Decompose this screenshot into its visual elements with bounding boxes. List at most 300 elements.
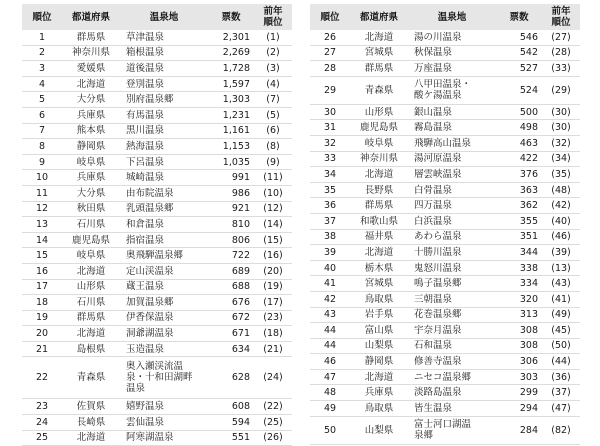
header-previous-rank-line1: 前年 xyxy=(551,6,571,17)
rank-cell: 9 xyxy=(22,154,62,170)
rank-cell: 31 xyxy=(310,120,350,136)
onsen-name-line: ニセコ温泉郷 xyxy=(414,371,472,383)
rank-cell: 24 xyxy=(22,415,62,431)
votes-cell: 986 xyxy=(208,185,254,201)
votes-cell: 688 xyxy=(208,279,254,295)
onsen-name-cell xyxy=(120,123,208,139)
votes-cell: 671 xyxy=(208,326,254,342)
rank-cell: 42 xyxy=(310,291,350,307)
previous-rank-cell: (33) xyxy=(542,61,580,77)
rank-cell: 35 xyxy=(310,182,350,198)
header-rank: 順位 xyxy=(310,4,350,30)
previous-rank-cell: (12) xyxy=(254,201,292,217)
table-row xyxy=(22,326,292,342)
onsen-name-cell xyxy=(408,45,496,61)
onsen-name-cell xyxy=(120,326,208,342)
table-row xyxy=(310,61,580,77)
onsen-name-line: 酸ケ湯温泉 xyxy=(414,90,462,102)
table-row xyxy=(310,260,580,276)
rank-cell: 30 xyxy=(310,104,350,120)
onsen-name-cell xyxy=(120,248,208,264)
onsen-name-line: 城崎温泉 xyxy=(126,172,165,184)
previous-rank-cell: (16) xyxy=(254,248,292,264)
prefecture-cell: 岐阜県 xyxy=(62,248,120,264)
header-previous-rank-line2: 順位 xyxy=(263,17,283,28)
onsen-name-line: 嬉野温泉 xyxy=(126,401,165,413)
previous-rank-cell: (24) xyxy=(254,357,292,399)
onsen-name-line: あわら温泉 xyxy=(414,231,462,243)
table-row xyxy=(22,232,292,248)
previous-rank-cell: (9) xyxy=(254,154,292,170)
onsen-name-cell xyxy=(120,232,208,248)
header-prefecture: 都道府県 xyxy=(350,4,408,30)
votes-cell: 500 xyxy=(496,104,542,120)
onsen-name-cell xyxy=(120,415,208,431)
prefecture-cell: 北海道 xyxy=(62,76,120,92)
votes-cell: 608 xyxy=(208,399,254,415)
table-row xyxy=(22,310,292,326)
onsen-name-cell xyxy=(408,213,496,229)
onsen-name-line: 玉造温泉 xyxy=(126,343,165,355)
onsen-name-line: 泉・十和田湖畔 xyxy=(126,372,193,384)
onsen-name-line: 定山渓温泉 xyxy=(126,265,174,277)
prefecture-cell: 山形県 xyxy=(350,104,408,120)
table-row xyxy=(310,354,580,370)
votes-cell: 921 xyxy=(208,201,254,217)
table-row xyxy=(22,263,292,279)
rank-cell: 46 xyxy=(310,354,350,370)
table-row xyxy=(22,45,292,61)
table-row xyxy=(22,107,292,123)
rank-cell: 27 xyxy=(310,45,350,61)
prefecture-cell: 兵庫県 xyxy=(62,107,120,123)
table-row xyxy=(310,30,580,45)
rank-cell: 19 xyxy=(22,310,62,326)
table-row xyxy=(22,30,292,45)
prefecture-cell: 鳥取県 xyxy=(350,401,408,417)
onsen-name-cell xyxy=(408,104,496,120)
prefecture-cell: 北海道 xyxy=(350,245,408,261)
rank-cell: 21 xyxy=(22,341,62,357)
previous-rank-cell: (22) xyxy=(254,399,292,415)
onsen-name-line: 湯河原温泉 xyxy=(414,153,462,165)
previous-rank-cell: (28) xyxy=(542,45,580,61)
previous-rank-cell: (20) xyxy=(254,263,292,279)
table-row xyxy=(22,415,292,431)
onsen-name-cell xyxy=(120,399,208,415)
onsen-name-line: 銀山温泉 xyxy=(414,106,453,118)
onsen-name-line: 修善寺温泉 xyxy=(414,356,462,368)
prefecture-cell: 宮城県 xyxy=(350,45,408,61)
table-row xyxy=(310,369,580,385)
onsen-name-cell xyxy=(120,170,208,186)
votes-cell: 376 xyxy=(496,167,542,183)
votes-cell: 355 xyxy=(496,213,542,229)
onsen-name-line: 淡路島温泉 xyxy=(414,387,462,399)
rank-cell: 13 xyxy=(22,217,62,233)
prefecture-cell: 山梨県 xyxy=(350,338,408,354)
previous-rank-cell: (19) xyxy=(254,279,292,295)
votes-cell: 2,269 xyxy=(208,45,254,61)
previous-rank-cell: (23) xyxy=(254,310,292,326)
onsen-name-line: 富士河口湖温 xyxy=(414,419,472,431)
votes-cell: 320 xyxy=(496,291,542,307)
onsen-name-line: 登別温泉 xyxy=(126,78,165,90)
votes-cell: 810 xyxy=(208,217,254,233)
onsen-name-cell xyxy=(408,354,496,370)
prefecture-cell: 石川県 xyxy=(62,295,120,311)
table-row xyxy=(310,229,580,245)
onsen-name-line: 万座温泉 xyxy=(414,62,453,74)
previous-rank-cell: (1) xyxy=(254,30,292,45)
previous-rank-cell: (10) xyxy=(254,185,292,201)
onsen-name-line: 黒川温泉 xyxy=(126,125,165,137)
prefecture-cell: 岩手県 xyxy=(350,307,408,323)
table-row xyxy=(310,276,580,292)
onsen-name-line: 層雲峡温泉 xyxy=(414,168,462,180)
onsen-name-cell xyxy=(408,61,496,77)
onsen-name-cell xyxy=(408,276,496,292)
onsen-name-cell xyxy=(120,341,208,357)
prefecture-cell: 栃木県 xyxy=(350,260,408,276)
prefecture-cell: 北海道 xyxy=(350,167,408,183)
onsen-name-line: 秋保温泉 xyxy=(414,47,453,59)
rank-cell: 12 xyxy=(22,201,62,217)
prefecture-cell: 神奈川県 xyxy=(62,45,120,61)
votes-cell: 338 xyxy=(496,260,542,276)
table-row xyxy=(22,217,292,233)
rank-cell: 23 xyxy=(22,399,62,415)
table-row xyxy=(310,245,580,261)
prefecture-cell: 北海道 xyxy=(350,30,408,45)
onsen-name-cell xyxy=(408,245,496,261)
prefecture-cell: 群馬県 xyxy=(62,30,120,45)
prefecture-cell: 北海道 xyxy=(350,369,408,385)
prefecture-cell: 群馬県 xyxy=(62,310,120,326)
onsen-name-line: 奥入瀬渓流温 xyxy=(126,361,184,373)
votes-cell: 689 xyxy=(208,263,254,279)
prefecture-cell: 兵庫県 xyxy=(62,170,120,186)
onsen-name-line: 洞爺湖温泉 xyxy=(126,328,174,340)
previous-rank-cell: (49) xyxy=(542,307,580,323)
votes-cell: 294 xyxy=(496,401,542,417)
prefecture-cell: 石川県 xyxy=(62,217,120,233)
prefecture-cell: 愛媛県 xyxy=(62,61,120,77)
votes-cell: 1,728 xyxy=(208,61,254,77)
rank-cell: 18 xyxy=(22,295,62,311)
rank-cell: 44 xyxy=(310,338,350,354)
table-row xyxy=(310,401,580,417)
onsen-name-line: 道後温泉 xyxy=(126,62,165,74)
previous-rank-cell: (13) xyxy=(542,260,580,276)
table-row xyxy=(310,307,580,323)
rank-cell: 2 xyxy=(22,45,62,61)
table-header-row xyxy=(22,4,292,30)
votes-cell: 551 xyxy=(208,430,254,446)
onsen-name-line: 指宿温泉 xyxy=(126,234,165,246)
table-row xyxy=(310,338,580,354)
previous-rank-cell: (25) xyxy=(254,415,292,431)
prefecture-cell: 青森県 xyxy=(62,357,120,399)
previous-rank-cell: (48) xyxy=(542,182,580,198)
onsen-name-cell xyxy=(408,369,496,385)
prefecture-cell: 富山県 xyxy=(350,323,408,339)
rank-cell: 34 xyxy=(310,167,350,183)
onsen-name-line: 有馬温泉 xyxy=(126,109,165,121)
votes-cell: 1,035 xyxy=(208,154,254,170)
table-row xyxy=(22,185,292,201)
previous-rank-cell: (15) xyxy=(254,232,292,248)
onsen-name-cell xyxy=(120,92,208,108)
header-votes: 票数 xyxy=(208,4,254,30)
previous-rank-cell: (41) xyxy=(542,291,580,307)
onsen-name-cell xyxy=(408,229,496,245)
votes-cell: 308 xyxy=(496,338,542,354)
rank-cell: 29 xyxy=(310,76,350,104)
table-row xyxy=(22,154,292,170)
header-votes: 票数 xyxy=(496,4,542,30)
prefecture-cell: 北海道 xyxy=(62,430,120,446)
rank-cell: 48 xyxy=(310,385,350,401)
onsen-name-cell xyxy=(120,139,208,155)
table-row xyxy=(310,151,580,167)
previous-rank-cell: (37) xyxy=(542,385,580,401)
votes-cell: 1,597 xyxy=(208,76,254,92)
votes-cell: 524 xyxy=(496,76,542,104)
prefecture-cell: 和歌山県 xyxy=(350,213,408,229)
onsen-name-line: 泉郷 xyxy=(414,430,434,442)
rank-cell: 43 xyxy=(310,307,350,323)
previous-rank-cell: (14) xyxy=(254,217,292,233)
rank-cell: 40 xyxy=(310,260,350,276)
onsen-name-line: 白骨温泉 xyxy=(414,184,453,196)
previous-rank-cell: (36) xyxy=(542,369,580,385)
onsen-name-line: 鳴子温泉郷 xyxy=(414,278,462,290)
onsen-name-line: 花巻温泉郷 xyxy=(414,309,462,321)
prefecture-cell: 長崎県 xyxy=(62,415,120,431)
onsen-name-cell xyxy=(120,357,208,399)
table-row xyxy=(310,135,580,151)
previous-rank-cell: (2) xyxy=(254,45,292,61)
votes-cell: 722 xyxy=(208,248,254,264)
rank-cell: 17 xyxy=(22,279,62,295)
table-row xyxy=(310,45,580,61)
prefecture-cell: 福井県 xyxy=(350,229,408,245)
prefecture-cell: 群馬県 xyxy=(350,61,408,77)
header-onsen: 温泉地 xyxy=(408,4,496,30)
onsen-name-line: 鬼怒川温泉 xyxy=(414,262,462,274)
onsen-name-line: 下呂温泉 xyxy=(126,156,165,168)
rank-cell: 16 xyxy=(22,263,62,279)
votes-cell: 284 xyxy=(496,416,542,444)
rank-cell: 6 xyxy=(22,107,62,123)
votes-cell: 542 xyxy=(496,45,542,61)
onsen-name-line: 湯の川温泉 xyxy=(414,31,462,43)
rank-cell: 47 xyxy=(310,369,350,385)
rank-cell: 4 xyxy=(22,76,62,92)
votes-cell: 351 xyxy=(496,229,542,245)
table-row xyxy=(310,104,580,120)
table-row xyxy=(22,76,292,92)
prefecture-cell: 熊本県 xyxy=(62,123,120,139)
rank-cell: 25 xyxy=(22,430,62,446)
votes-cell: 628 xyxy=(208,357,254,399)
rank-cell: 44 xyxy=(310,323,350,339)
onsen-name-cell xyxy=(120,217,208,233)
onsen-name-line: 奥飛騨温泉郷 xyxy=(126,250,184,262)
votes-cell: 308 xyxy=(496,323,542,339)
previous-rank-cell: (30) xyxy=(542,120,580,136)
rank-cell: 22 xyxy=(22,357,62,399)
rank-cell: 50 xyxy=(310,416,350,444)
onsen-name-cell xyxy=(408,151,496,167)
ranking-table-right xyxy=(310,4,580,445)
votes-cell: 1,153 xyxy=(208,139,254,155)
prefecture-cell: 鹿児島県 xyxy=(62,232,120,248)
onsen-name-line: 箱根温泉 xyxy=(126,47,165,59)
table-row xyxy=(22,399,292,415)
previous-rank-cell: (17) xyxy=(254,295,292,311)
prefecture-cell: 山梨県 xyxy=(350,416,408,444)
previous-rank-cell: (11) xyxy=(254,170,292,186)
ranking-table-left xyxy=(22,4,292,446)
onsen-name-cell xyxy=(408,167,496,183)
table-row xyxy=(310,198,580,214)
prefecture-cell: 静岡県 xyxy=(62,139,120,155)
onsen-name-line: 和倉温泉 xyxy=(126,218,165,230)
rank-cell: 3 xyxy=(22,61,62,77)
rank-cell: 14 xyxy=(22,232,62,248)
table-row xyxy=(22,170,292,186)
onsen-name-cell xyxy=(120,76,208,92)
table-row xyxy=(22,92,292,108)
previous-rank-cell: (7) xyxy=(254,92,292,108)
previous-rank-cell: (32) xyxy=(542,135,580,151)
onsen-name-line: 宇奈月温泉 xyxy=(414,324,462,336)
table-row xyxy=(22,430,292,446)
onsen-name-cell xyxy=(408,291,496,307)
prefecture-cell: 静岡県 xyxy=(350,354,408,370)
table-row xyxy=(22,279,292,295)
votes-cell: 672 xyxy=(208,310,254,326)
onsen-name-cell xyxy=(120,295,208,311)
prefecture-cell: 兵庫県 xyxy=(350,385,408,401)
rank-cell: 26 xyxy=(310,30,350,45)
prefecture-cell: 佐賀県 xyxy=(62,399,120,415)
table-row xyxy=(310,385,580,401)
previous-rank-cell: (82) xyxy=(542,416,580,444)
onsen-name-line: 十勝川温泉 xyxy=(414,246,462,258)
onsen-name-cell xyxy=(408,401,496,417)
prefecture-cell: 長野県 xyxy=(350,182,408,198)
onsen-name-line: 三朝温泉 xyxy=(414,293,453,305)
onsen-name-line: 皆生温泉 xyxy=(414,402,453,414)
onsen-name-cell xyxy=(120,310,208,326)
header-rank: 順位 xyxy=(22,4,62,30)
votes-cell: 303 xyxy=(496,369,542,385)
onsen-name-cell xyxy=(120,201,208,217)
header-previous-rank-line1: 前年 xyxy=(263,6,283,17)
prefecture-cell: 大分県 xyxy=(62,185,120,201)
previous-rank-cell: (27) xyxy=(542,30,580,45)
rank-cell: 38 xyxy=(310,229,350,245)
onsen-name-cell xyxy=(408,198,496,214)
onsen-name-line: 加賀温泉郷 xyxy=(126,296,174,308)
previous-rank-cell: (26) xyxy=(254,430,292,446)
previous-rank-cell: (30) xyxy=(542,104,580,120)
onsen-name-line: 飛騨高山温泉 xyxy=(414,137,472,149)
table-row xyxy=(22,295,292,311)
prefecture-cell: 群馬県 xyxy=(350,198,408,214)
onsen-name-cell xyxy=(408,30,496,45)
votes-cell: 1,231 xyxy=(208,107,254,123)
onsen-name-line: 石和温泉 xyxy=(414,340,453,352)
votes-cell: 806 xyxy=(208,232,254,248)
table-row xyxy=(310,120,580,136)
rank-cell: 7 xyxy=(22,123,62,139)
onsen-name-line: 雲仙温泉 xyxy=(126,416,165,428)
prefecture-cell: 北海道 xyxy=(62,326,120,342)
rank-cell: 10 xyxy=(22,170,62,186)
header-prefecture: 都道府県 xyxy=(62,4,120,30)
header-onsen: 温泉地 xyxy=(120,4,208,30)
previous-rank-cell: (34) xyxy=(542,151,580,167)
prefecture-cell: 北海道 xyxy=(62,263,120,279)
previous-rank-cell: (43) xyxy=(542,276,580,292)
rank-cell: 41 xyxy=(310,276,350,292)
rank-cell: 39 xyxy=(310,245,350,261)
rank-cell: 28 xyxy=(310,61,350,77)
previous-rank-cell: (44) xyxy=(542,354,580,370)
rank-cell: 15 xyxy=(22,248,62,264)
votes-cell: 313 xyxy=(496,307,542,323)
onsen-name-cell xyxy=(120,30,208,45)
previous-rank-cell: (4) xyxy=(254,76,292,92)
votes-cell: 334 xyxy=(496,276,542,292)
votes-cell: 2,301 xyxy=(208,30,254,45)
prefecture-cell: 秋田県 xyxy=(62,201,120,217)
rank-cell: 36 xyxy=(310,198,350,214)
votes-cell: 1,303 xyxy=(208,92,254,108)
votes-cell: 676 xyxy=(208,295,254,311)
header-previous-rank xyxy=(542,4,580,30)
votes-cell: 498 xyxy=(496,120,542,136)
onsen-name-cell xyxy=(408,385,496,401)
header-previous-rank xyxy=(254,4,292,30)
previous-rank-cell: (18) xyxy=(254,326,292,342)
onsen-name-line: 乳頭温泉郷 xyxy=(126,203,174,215)
onsen-name-line: 蔵王温泉 xyxy=(126,281,165,293)
table-header-row xyxy=(310,4,580,30)
onsen-name-line: 別府温泉郷 xyxy=(126,94,174,106)
rank-cell: 20 xyxy=(22,326,62,342)
onsen-name-cell xyxy=(120,154,208,170)
table-row xyxy=(310,76,580,104)
votes-cell: 463 xyxy=(496,135,542,151)
prefecture-cell: 神奈川県 xyxy=(350,151,408,167)
onsen-name-cell xyxy=(408,120,496,136)
table-row xyxy=(22,357,292,399)
prefecture-cell: 岐阜県 xyxy=(350,135,408,151)
votes-cell: 306 xyxy=(496,354,542,370)
onsen-name-cell xyxy=(408,323,496,339)
previous-rank-cell: (40) xyxy=(542,213,580,229)
rank-cell: 5 xyxy=(22,92,62,108)
table-row xyxy=(22,248,292,264)
previous-rank-cell: (45) xyxy=(542,323,580,339)
onsen-name-line: 温泉 xyxy=(126,383,146,395)
onsen-name-line: 熱海温泉 xyxy=(126,140,165,152)
